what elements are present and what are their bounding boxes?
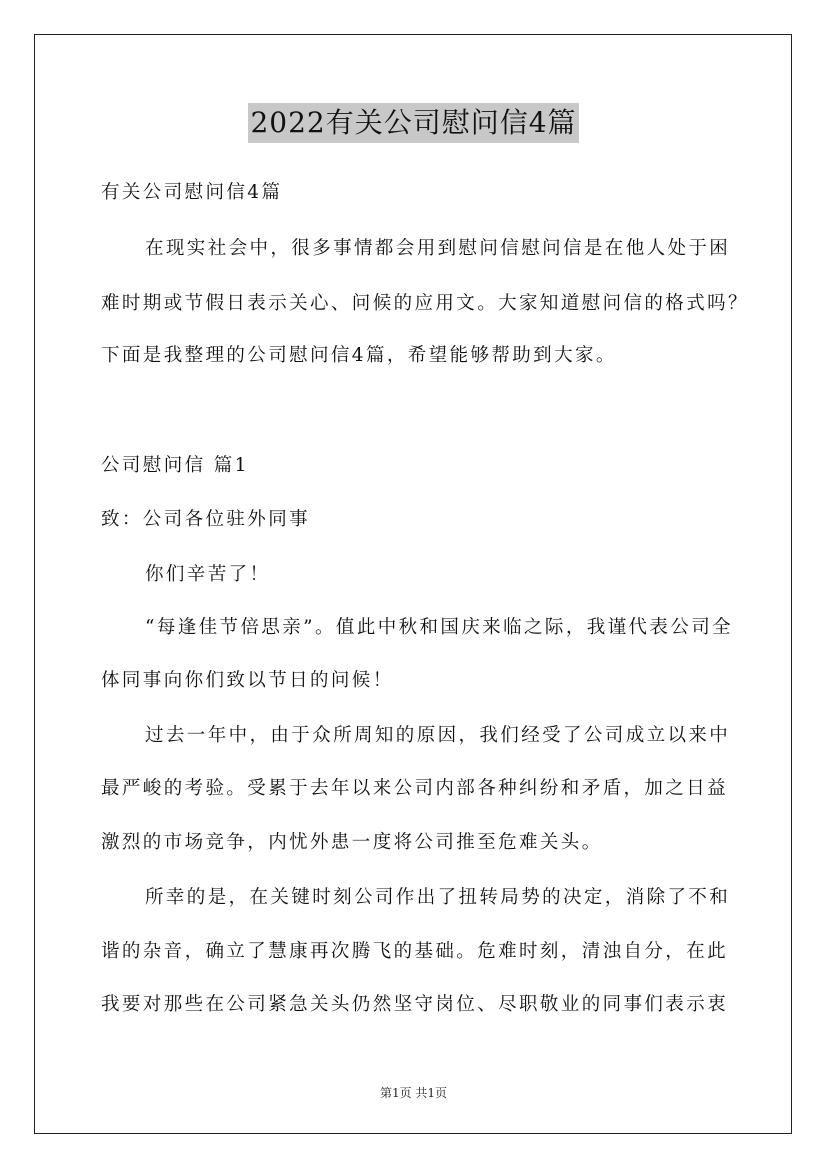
body-line: 难时期或节假日表示关心、问候的应用文。大家知道慰问信的格式吗？ [101, 293, 749, 314]
document-title: 2022有关公司慰问信4篇 [248, 103, 578, 143]
salutation-line: 致：公司各位驻外同事 [101, 509, 311, 530]
body-line: 在现实社会中，很多事情都会用到慰问信慰问信是在他人处于困 [145, 238, 731, 259]
page-footer: 第1页 共1页 [379, 1086, 448, 1100]
document-title-wrap [0, 103, 827, 143]
body-line: 体同事向你们致以节日的问候！ [101, 670, 394, 691]
section-heading: 公司慰问信 篇1 [101, 455, 249, 476]
body-line: 下面是我整理的公司慰问信4篇，希望能够帮助到大家。 [101, 345, 617, 366]
body-line: “每逢佳节倍思亲”。值此中秋和国庆来临之际，我谨代表公司全 [145, 617, 734, 638]
body-line: 激烈的市场竞争，内忧外患一度将公司推至危难关头。 [101, 832, 603, 853]
body-line: 所幸的是，在关键时刻公司作出了扭转局势的决定，消除了不和 [145, 887, 731, 908]
subtitle-line: 有关公司慰问信4篇 [101, 182, 283, 203]
body-line: 最严峻的考验。受累于去年以来公司内部各种纠纷和矛盾，加之日益 [101, 778, 729, 799]
body-line: 谐的杂音，确立了慧康再次腾飞的基础。危难时刻，清浊自分，在此 [101, 941, 729, 962]
body-line: 我要对那些在公司紧急关头仍然坚守岗位、尽职敬业的同事们表示衷 [101, 994, 729, 1015]
body-line: 过去一年中，由于众所周知的原因，我们经受了公司成立以来中 [145, 725, 731, 746]
body-line: 你们辛苦了！ [145, 564, 271, 585]
